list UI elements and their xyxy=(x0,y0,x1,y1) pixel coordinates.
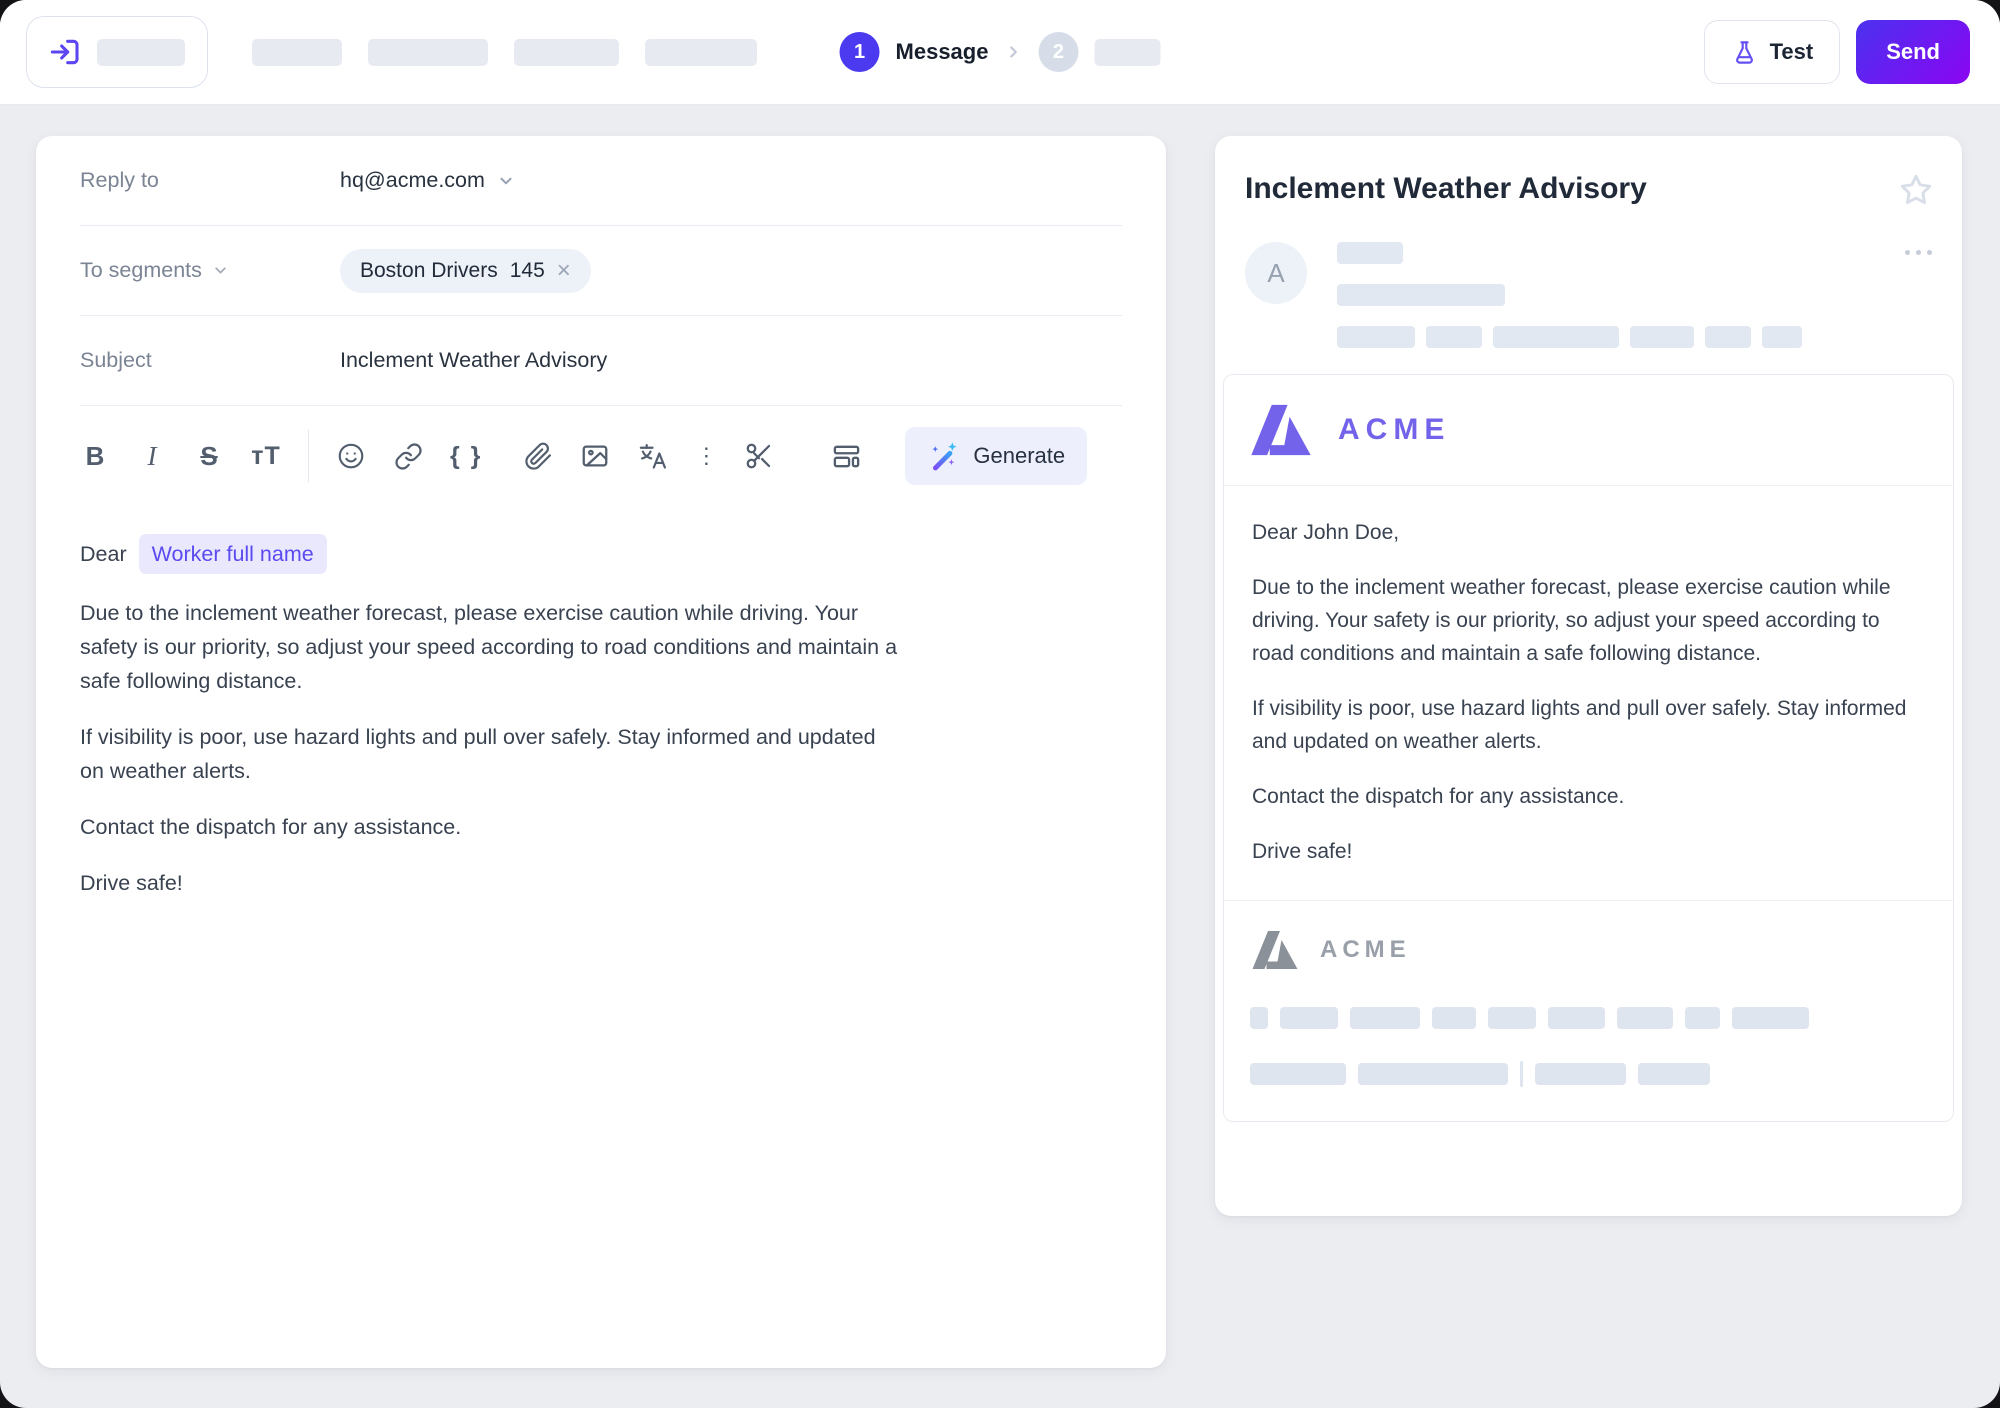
preview-panel xyxy=(1215,136,1962,1216)
cut-button[interactable] xyxy=(744,436,774,476)
skeleton-bar xyxy=(1426,326,1482,348)
chevron-down-icon xyxy=(212,262,229,279)
exit-button[interactable] xyxy=(26,16,208,88)
skeleton-bar xyxy=(1630,326,1694,348)
reply-to-value: hq@acme.com xyxy=(340,168,485,192)
subject-input[interactable]: Inclement Weather Advisory xyxy=(340,348,608,372)
segment-chip-name: Boston Drivers xyxy=(360,258,498,282)
strikethrough-button[interactable]: S xyxy=(194,436,224,476)
email-preview-body xyxy=(1224,486,1953,900)
kebab-menu-button[interactable]: ⋮ xyxy=(695,436,717,476)
exit-icon xyxy=(49,36,81,68)
merge-tags-button[interactable]: { } xyxy=(450,436,482,476)
merge-token[interactable]: Worker full name xyxy=(139,534,327,574)
skeleton-bar xyxy=(1617,1007,1673,1029)
skeleton-bar xyxy=(1705,326,1751,348)
skeleton-bar xyxy=(1337,284,1505,306)
footer-brand xyxy=(1250,925,1927,975)
italic-button[interactable]: I xyxy=(137,436,167,476)
skeleton-bar xyxy=(1358,1063,1508,1085)
segment-chip[interactable] xyxy=(340,249,591,293)
emoji-icon xyxy=(336,441,366,471)
formatting-toolbar xyxy=(36,406,1166,506)
chevron-right-icon xyxy=(1004,43,1022,61)
skeleton-bar xyxy=(252,39,342,66)
preview-paragraph: If visibility is poor, use hazard lights and pull over safely. Stay informed and updated on weather alerts. xyxy=(1252,697,1907,753)
segment-chip-count: 145 xyxy=(509,258,545,282)
preview-paragraph: Contact the dispatch for any assistance. xyxy=(1252,785,1625,808)
more-options-icon[interactable] xyxy=(1905,250,1932,255)
skeleton-bar xyxy=(1685,1007,1720,1029)
favorite-button[interactable] xyxy=(1898,172,1934,208)
translate-icon xyxy=(637,441,668,472)
toolbar-divider xyxy=(308,430,309,482)
editor-greeting-line xyxy=(80,534,898,574)
skeleton-divider xyxy=(1520,1061,1523,1087)
skeleton-bar xyxy=(1337,242,1403,264)
brand-logo-icon xyxy=(1248,397,1314,463)
close-icon[interactable]: × xyxy=(556,256,571,284)
sender-row xyxy=(1245,242,1932,348)
text-size-button[interactable]: тT xyxy=(251,436,281,476)
skeleton-bar xyxy=(368,39,488,66)
brand-header xyxy=(1224,375,1953,486)
link-icon xyxy=(394,442,423,471)
layout-button[interactable] xyxy=(831,436,862,476)
step-1-badge[interactable]: 1 xyxy=(840,32,880,72)
footer-skeleton-row xyxy=(1250,1061,1927,1087)
skeleton-bar xyxy=(1535,1063,1626,1085)
preview-title: Inclement Weather Advisory xyxy=(1245,172,1647,205)
skeleton-bar xyxy=(1337,326,1415,348)
composer-panel xyxy=(36,136,1166,1368)
skeleton-bar xyxy=(1250,1007,1268,1029)
skeleton-bar xyxy=(97,39,185,66)
skeleton-bar xyxy=(1732,1007,1809,1029)
email-editor[interactable] xyxy=(36,506,942,900)
test-button-label: Test xyxy=(1769,39,1814,64)
layout-icon xyxy=(831,441,862,472)
link-button[interactable] xyxy=(393,436,423,476)
sender-skeletons xyxy=(1337,242,1932,348)
paperclip-icon xyxy=(524,442,553,471)
sender-meta-skeletons xyxy=(1337,326,1932,348)
reply-to-label: Reply to xyxy=(80,168,159,192)
skeleton-bar xyxy=(645,39,757,66)
subject-row xyxy=(36,316,1166,405)
segments-select[interactable] xyxy=(80,258,340,283)
editor-paragraph: Contact the dispatch for any assistance. xyxy=(80,815,462,839)
topbar xyxy=(0,0,2000,104)
editor-paragraph: If visibility is poor, use hazard lights and pull over safely. Stay informed and updated on weather alerts. xyxy=(80,725,876,783)
footer-brand-name: ACME xyxy=(1320,936,1411,963)
magic-wand-icon xyxy=(927,440,959,472)
star-icon xyxy=(1898,172,1934,208)
preview-paragraph: Drive safe! xyxy=(1252,840,1353,863)
topbar-nav-skeletons xyxy=(252,39,757,66)
email-preview xyxy=(1223,374,1954,1122)
image-icon xyxy=(580,441,610,471)
skeleton-bar xyxy=(1250,1063,1346,1085)
chevron-down-icon xyxy=(497,172,515,190)
preview-header xyxy=(1215,136,1962,208)
segments-label: To segments xyxy=(80,258,202,282)
skeleton-bar xyxy=(514,39,619,66)
flask-icon xyxy=(1731,39,1758,66)
segments-row xyxy=(36,226,1166,315)
skeleton-bar xyxy=(1350,1007,1420,1029)
insert-image-button[interactable] xyxy=(580,436,610,476)
reply-to-row xyxy=(36,136,1166,225)
subject-label: Subject xyxy=(80,348,152,372)
emoji-button[interactable] xyxy=(336,436,366,476)
skeleton-bar xyxy=(1762,326,1802,348)
skeleton-bar xyxy=(1280,1007,1338,1029)
step-1-label[interactable]: Message xyxy=(895,39,989,64)
preview-paragraph: Due to the inclement weather forecast, please exercise caution while driving. Your safety is our priority, so adjust your speed according to road conditions and maintain a safe following distance. xyxy=(1252,576,1891,665)
editor-paragraph: Due to the inclement weather forecast, please exercise caution while driving. Your safety is our priority, so adjust your speed according to road conditions and maintain a safe following distance. xyxy=(80,601,898,693)
email-preview-footer xyxy=(1224,900,1953,1121)
greeting-prefix: Dear xyxy=(80,542,127,566)
generate-button[interactable] xyxy=(905,427,1087,485)
translate-button[interactable] xyxy=(637,436,668,476)
avatar: A xyxy=(1245,242,1307,304)
test-button[interactable] xyxy=(1704,20,1841,84)
preview-greeting: Dear John Doe, xyxy=(1252,521,1400,544)
skeleton-bar xyxy=(1548,1007,1605,1029)
skeleton-bar xyxy=(1493,326,1619,348)
editor-paragraph: Drive safe! xyxy=(80,871,183,895)
attachment-button[interactable] xyxy=(523,436,553,476)
skeleton-bar xyxy=(1094,39,1160,66)
skeleton-bar xyxy=(1488,1007,1536,1029)
stepper xyxy=(840,32,1161,72)
bold-button[interactable]: B xyxy=(80,436,110,476)
step-2-badge[interactable]: 2 xyxy=(1038,32,1078,72)
reply-to-select[interactable] xyxy=(340,168,515,193)
topbar-actions xyxy=(1704,20,1970,84)
skeleton-bar xyxy=(1638,1063,1710,1085)
brand-name: ACME xyxy=(1338,413,1451,446)
send-button-label: Send xyxy=(1886,39,1940,64)
footer-logo-icon xyxy=(1250,925,1300,975)
footer-skeleton-row xyxy=(1250,1007,1927,1029)
skeleton-bar xyxy=(1432,1007,1476,1029)
send-button[interactable] xyxy=(1856,20,1970,84)
generate-button-label: Generate xyxy=(973,443,1066,468)
scissors-icon xyxy=(744,441,774,471)
